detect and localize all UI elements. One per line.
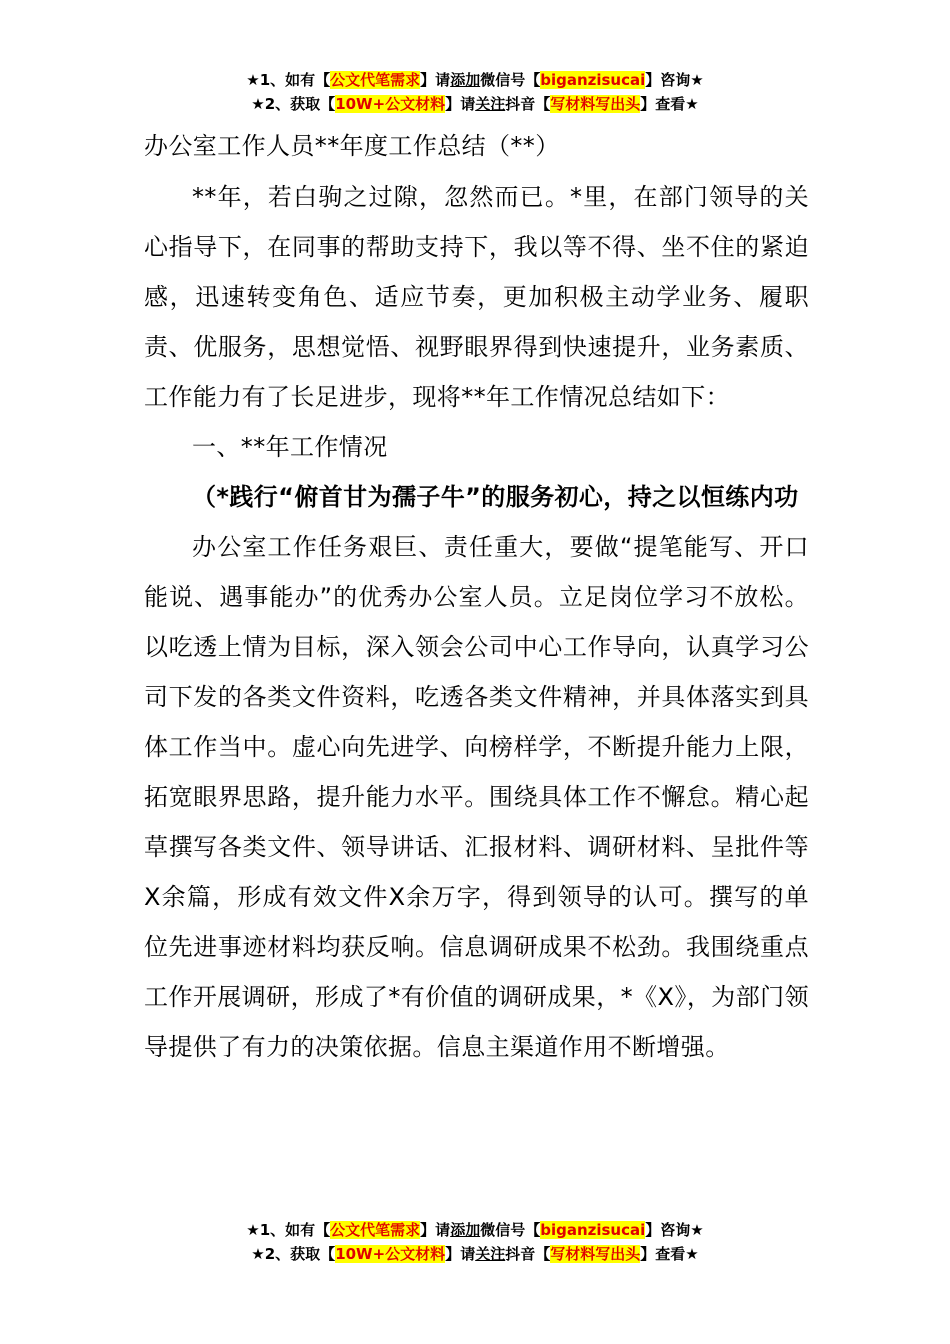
promo-text: 】请 bbox=[420, 1221, 451, 1239]
promo-text: 】请 bbox=[420, 71, 451, 89]
promo-line-2 bbox=[0, 92, 950, 116]
promo-text: 微信号【 bbox=[480, 71, 541, 89]
promo-underlined: 关注 bbox=[475, 1245, 506, 1263]
promo-text: 】咨询★ bbox=[645, 1221, 704, 1239]
promo-highlight: biganzisucai bbox=[540, 71, 646, 89]
promo-banner-top bbox=[0, 68, 950, 116]
promo-text: ★2、获取【 bbox=[251, 95, 336, 113]
promo-highlight: 公文代笔需求 bbox=[330, 71, 421, 89]
promo-text: 】请 bbox=[445, 95, 476, 113]
promo-text: ★2、获取【 bbox=[251, 1245, 336, 1263]
promo-text: 】查看★ bbox=[640, 95, 699, 113]
promo-text: 】请 bbox=[445, 1245, 476, 1263]
promo-highlight: 10W+公文材料 bbox=[335, 1245, 446, 1263]
promo-banner-bottom bbox=[0, 1218, 950, 1266]
promo-text: ★1、如有【 bbox=[246, 1221, 331, 1239]
promo-line-1 bbox=[0, 68, 950, 92]
subsection-heading: （*践行“俯首甘为孺子牛”的服务初心，持之以恒练内功 bbox=[192, 483, 799, 511]
promo-text: ★1、如有【 bbox=[246, 71, 331, 89]
promo-line-2 bbox=[0, 1242, 950, 1266]
promo-highlight: 10W+公文材料 bbox=[335, 95, 446, 113]
promo-highlight: 写材料写出头 bbox=[550, 95, 641, 113]
body-paragraph: 办公室工作任务艰巨、责任重大，要做“提笔能写、开口能说、遇事能办”的优秀办公室人员。立足岗位学习不放松。以吃透上情为目标，深入领会公司中心工作导向，认真学习公司下发的各类文件资料，吃透各类文件精神，并具体落实到具体工作当中。虚心向先进学、向榜样学，不断提升能力上限，拓宽眼界思路，提升能力水平。围绕具体工作不懈怠。精心起草撰写各类文件、领导讲话、汇报材料、调研材料、呈批件等X余篇，形成有效文件X余万字，得到领导的认可。撰写的单位先进事迹材料均获反响。信息调研成果不松劲。我围绕重点工作开展调研，形成了*有价值的调研成果，*《X》，为部门领导提供了有力的决策依据。信息主渠道作用不断增强。 bbox=[144, 533, 809, 1061]
promo-text: 微信号【 bbox=[480, 1221, 541, 1239]
section-heading: 一、**年工作情况 bbox=[192, 433, 388, 461]
promo-text: 抖音【 bbox=[505, 95, 551, 113]
promo-text: 】查看★ bbox=[640, 1245, 699, 1263]
promo-underlined: 关注 bbox=[475, 95, 506, 113]
promo-highlight: 公文代笔需求 bbox=[330, 1221, 421, 1239]
intro-paragraph: **年，若白驹之过隙，忽然而已。*里，在部门领导的关心指导下，在同事的帮助支持下，我以等不得、坐不住的紧迫感，迅速转变角色、适应节奏，更加积极主动学业务、履职责、优服务，思想觉悟、视野眼界得到快速提升，业务素质、工作能力有了长足进步，现将**年工作情况总结如下： bbox=[144, 183, 809, 411]
promo-line-1 bbox=[0, 1218, 950, 1242]
promo-text: 抖音【 bbox=[505, 1245, 551, 1263]
promo-underlined: 添加 bbox=[450, 71, 481, 89]
promo-text: 】咨询★ bbox=[645, 71, 704, 89]
document-body bbox=[144, 128, 809, 1072]
promo-highlight: 写材料写出头 bbox=[550, 1245, 641, 1263]
promo-underlined: 添加 bbox=[450, 1221, 481, 1239]
document-title: 办公室工作人员**年度工作总结（**） bbox=[144, 132, 560, 160]
promo-highlight: biganzisucai bbox=[540, 1221, 646, 1239]
